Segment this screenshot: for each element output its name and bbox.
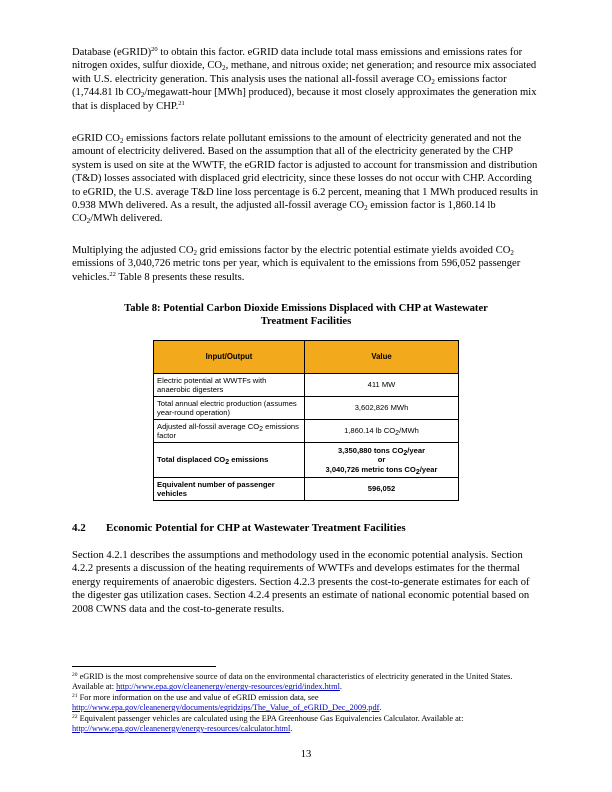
footnote-mark: 22 — [72, 713, 78, 720]
header-input-output: Input/Output — [154, 341, 305, 374]
subscript: 2 — [119, 137, 124, 145]
text-span: /year — [419, 464, 438, 474]
paragraph-section-overview: Section 4.2.1 describes the assumptions and methodology used in the economic potential analysis. Section 4.2.2 presents a discussion of the heating requirements of WWTFs and develops estimates for the thermal energy requirements of anaerobic digesters. Section 4.2.3 presents the cost-to-generate estimates for each of the digester gas utilization cases. Section 4.2.4 presents an estimate of national economic potential based on 2008 CWNS data and the cost-to-generate results. — [72, 550, 530, 615]
text-span: eGRID CO — [72, 133, 120, 144]
subscript: 2 — [395, 430, 400, 438]
row-label: Equivalent number of passenger vehicles — [154, 478, 305, 501]
footnote-ref-20[interactable]: 20 — [151, 46, 158, 53]
text-span: Adjusted all-fossil average CO — [157, 421, 260, 431]
subscript: 2 — [403, 449, 408, 457]
text-span: emissions factors relate pollutant emissions to the amount of electricity generated and not the amount of electricity delivered. Based on the assumption that all of the electricity generated by the CHP system is used on site at the WWTF, the eGRID factor is adjusted to account for transmission and distribution (T&D) losses associated with displaced grid electricity, since these losses do not occur with CHP. According to eGRID, the U.S. average T&D line loss percentage is 6.2 percent, meaning that 1 MWh produced results in 0.938 MWh delivered. As a result, the adjusted all-fossil average CO — [72, 133, 539, 212]
text-span: . — [290, 724, 293, 734]
subscript: 2 — [225, 459, 230, 467]
page-number: 13 — [300, 749, 312, 760]
subscript: 2 — [140, 91, 145, 100]
text-span: Total displaced CO — [157, 455, 226, 465]
text-span: Table 8 presents these results. — [115, 271, 245, 283]
row-label: Total annual electric production (assumes year-round operation) — [154, 397, 305, 420]
text-span: Database (eGRID) — [72, 47, 152, 58]
row-label: Electric potential at WWTFs with anaerobic digesters — [154, 374, 305, 397]
footnote-text: For more information on the use and value of eGRID emission data, see — [77, 692, 319, 702]
row-value: 3,602,826 MWh — [305, 397, 459, 420]
text-span: emissions — [229, 455, 269, 465]
footnote-ref-21[interactable]: 21 — [178, 99, 185, 107]
text-span: or — [377, 455, 386, 465]
row-value: 411 MW — [305, 374, 459, 397]
section-title: Economic Potential for CHP at Wastewater Treatment Facilities — [106, 522, 406, 534]
table-row — [154, 478, 459, 501]
table-header-row — [154, 341, 459, 374]
text-span: 3,040,726 metric tons CO — [325, 464, 416, 474]
footnote-text: eGRID is the most comprehensive source of data on the environmental characteristics of electricity generated in the United States. Available at: — [72, 672, 513, 692]
subscript: 2 — [415, 468, 420, 476]
table-caption — [72, 302, 540, 329]
table-row — [154, 420, 459, 443]
caption-line-2: Treatment Facilities — [260, 316, 352, 328]
header-value: Value — [305, 341, 459, 374]
text-span: 1,860.14 lb CO — [344, 426, 396, 436]
subscript: 2 — [510, 249, 514, 257]
subscript: 2 — [86, 217, 91, 226]
footnotes — [72, 672, 540, 734]
footnote-text: Equivalent passenger vehicles are calculated using the EPA Greenhouse Gas Equivalencies Calculator. Available at: — [77, 713, 464, 723]
row-label — [154, 420, 305, 443]
footnote-link-egrid[interactable]: http://www.epa.gov/cleanenergy/energy-resources/egrid/index.html — [116, 682, 340, 692]
text-span: /year — [407, 445, 426, 455]
text-span: grid emissions factor by the electric potential estimate yields avoided CO — [197, 245, 511, 256]
footnote-link-calculator[interactable]: http://www.epa.gov/cleanenergy/energy-resources/calculator.html — [72, 724, 291, 734]
table-row — [154, 443, 459, 478]
text-span: Multiplying the adjusted CO — [72, 245, 194, 256]
co2-emissions-table — [153, 340, 459, 501]
text-span: emissions factor (1,744.81 lb CO — [72, 73, 507, 99]
section-number: 4.2 — [72, 522, 86, 534]
subscript: 2 — [259, 425, 264, 433]
row-value — [305, 420, 459, 443]
text-span: to obtain this factor. eGRID data include total mass emissions and emissions rates for nitrogen oxides, sulfur dioxide, CO — [72, 47, 523, 72]
text-span: emissions of 3,040,726 metric tons per year, which is equivalent to the emissions from 596,052 passenger vehicles. — [72, 258, 521, 283]
text-span: /megawatt-hour [MWh] produced), because it most closely approximates the generation mix that is displaced by CHP. — [72, 87, 537, 112]
footnote-mark: 20 — [72, 672, 78, 678]
table-row — [154, 397, 459, 420]
footnote-link-egrid-value[interactable]: http://www.epa.gov/cleanenergy/documents/egridzips/The_Value_of_eGRID_Dec_2009.pdf — [72, 703, 380, 713]
row-value — [305, 443, 459, 478]
text-span: . — [379, 703, 382, 713]
text-span: emissions factor — [157, 421, 299, 440]
paragraph-avoided-emissions — [72, 244, 540, 284]
subscript: 2 — [364, 204, 368, 213]
text-span: /MWh — [399, 426, 419, 436]
footnote-ref-22[interactable]: 22 — [109, 270, 116, 278]
text-span: , methane, and nitrous oxide; net generation; and resource mix associated with U.S. electricity generation. This analysis uses the national all-fossil average CO — [72, 60, 537, 85]
text-span: 3,350,880 tons CO — [337, 445, 404, 455]
paragraph-egrid-intro — [72, 46, 540, 113]
footnote-mark: 21 — [72, 692, 78, 699]
row-value: 596,052 — [305, 478, 459, 501]
subscript: 2 — [193, 249, 198, 257]
section-heading — [72, 521, 540, 535]
footnote-divider — [72, 666, 216, 667]
caption-line-1: Table 8: Potential Carbon Dioxide Emissions Displaced with CHP at Wastewater — [124, 303, 488, 314]
row-label — [154, 443, 305, 478]
text-span: emission factor is 1,860.14 lb CO — [72, 200, 496, 225]
paragraph-emissions-factors — [72, 132, 540, 226]
subscript: 2 — [222, 64, 226, 73]
table-row — [154, 374, 459, 397]
text-span: /MWh delivered. — [90, 213, 163, 225]
subscript: 2 — [431, 77, 435, 86]
text-span: . — [339, 682, 342, 692]
